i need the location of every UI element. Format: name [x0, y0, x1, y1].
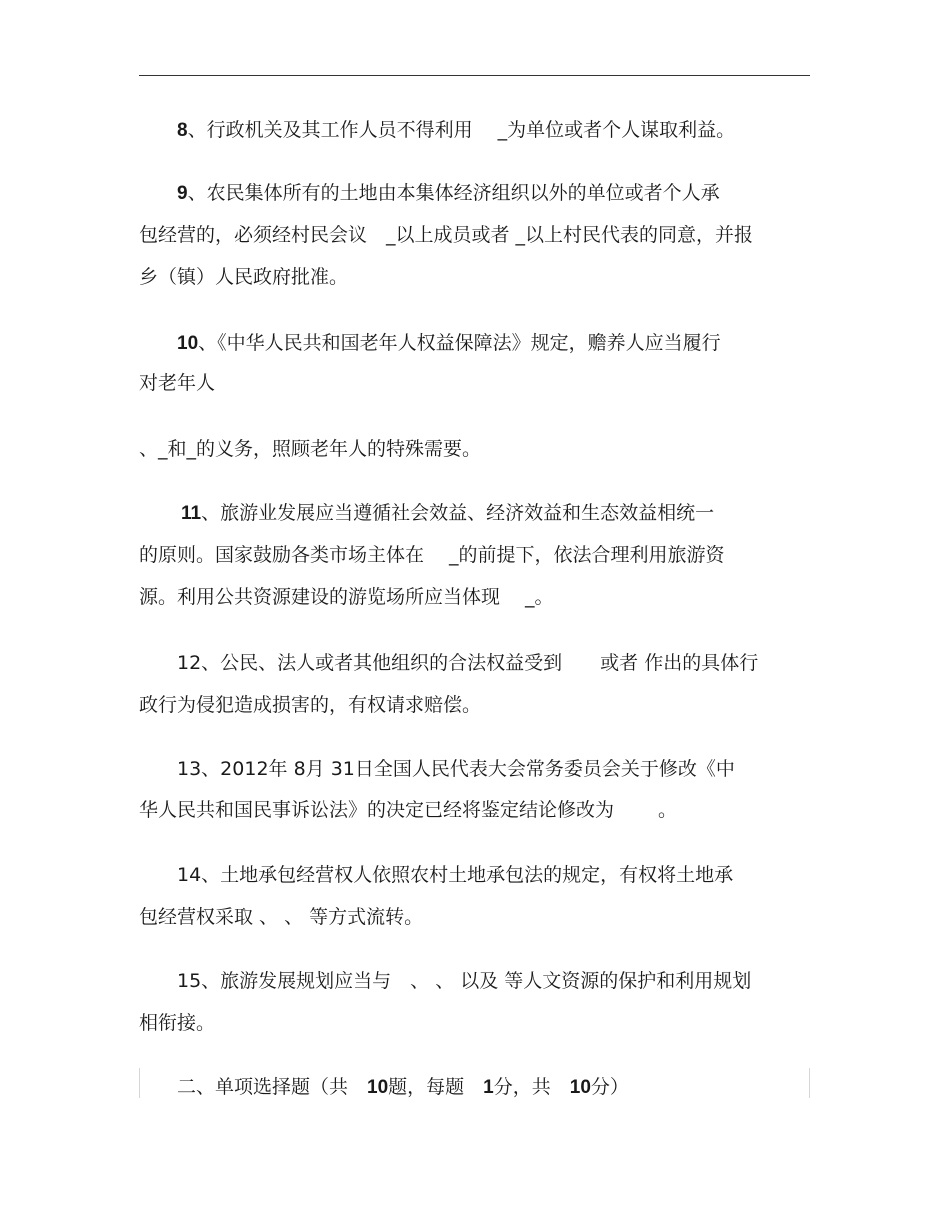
section-2-text-c: 分，共: [493, 1076, 570, 1098]
question-11-line-1: [181, 501, 714, 526]
question-14-line-1: 14、土地承包经营权人依照农村土地承包法的规定，有权将土地承: [177, 864, 734, 886]
question-10-text-1: 、《中华人民共和国老年人权益保障法》规定，赡养人应当履行: [198, 332, 721, 354]
question-9-text-1: 、农民集体所有的土地由本集体经济组织以外的单位或者个人承: [187, 182, 720, 204]
question-11-number: 11: [181, 503, 202, 524]
total-points: 10: [569, 1077, 591, 1098]
question-13-line-2: 华人民共和国民事诉讼法》的决定已经将鉴定结论修改为 。: [139, 799, 678, 821]
question-8-number: 8: [177, 120, 188, 141]
question-9-line-1: [177, 181, 720, 206]
points-per-question: 1: [483, 1077, 494, 1098]
section-2-text-a: 二、单项选择题（共: [177, 1076, 368, 1098]
question-11-line-3: 源。利用公共资源建设的游览场所应当体现 _。: [139, 586, 554, 608]
question-15-line-2: 相衔接。: [139, 1012, 216, 1034]
question-8-line-1: [177, 118, 735, 143]
question-14-line-2: 包经营权采取 、 、 等方式流转。: [139, 906, 424, 928]
section-2-text-d: 分）: [590, 1076, 629, 1098]
question-9-line-2: 包经营的，必须经村民会议 _以上成员或者 _以上村民代表的同意，并报: [139, 224, 754, 246]
section-left-border: [139, 1068, 140, 1098]
question-15-line-1: 15、旅游发展规划应当与 、 、 以及 等人文资源的保护和利用规划: [177, 970, 752, 992]
question-9-line-3: 乡（镇）人民政府批准。: [139, 266, 349, 288]
header-rule: [139, 75, 810, 76]
question-10-line-2: 对老年人: [139, 372, 216, 394]
question-12-line-2: 政行为侵犯造成损害的，有权请求赔偿。: [139, 694, 482, 716]
section-2-heading: [177, 1075, 629, 1100]
question-11-line-2: 的原则。国家鼓励各类市场主体在 _的前提下，依法合理利用旅游资: [139, 544, 725, 566]
question-10-number: 10: [177, 333, 199, 354]
question-13-line-1: 13、2012年 8月 31日全国人民代表大会常务委员会关于修改《中: [177, 758, 735, 780]
question-8-text: 、行政机关及其工作人员不得利用 _为单位或者个人谋取利益。: [187, 119, 736, 141]
question-9-number: 9: [177, 183, 188, 204]
question-11-text-1: 、旅游业发展应当遵循社会效益、经济效益和生态效益相统一: [201, 502, 715, 524]
section-right-border: [809, 1068, 810, 1098]
question-10-line-1: [177, 331, 721, 356]
section-2-text-b: 题，每题: [388, 1076, 484, 1098]
question-count: 10: [367, 1077, 389, 1098]
question-10-line-3: 、_和_的义务，照顾老年人的特殊需要。: [139, 438, 482, 460]
question-12-line-1: 12、公民、法人或者其他组织的合法权益受到 或者 作出的具体行: [177, 652, 759, 674]
